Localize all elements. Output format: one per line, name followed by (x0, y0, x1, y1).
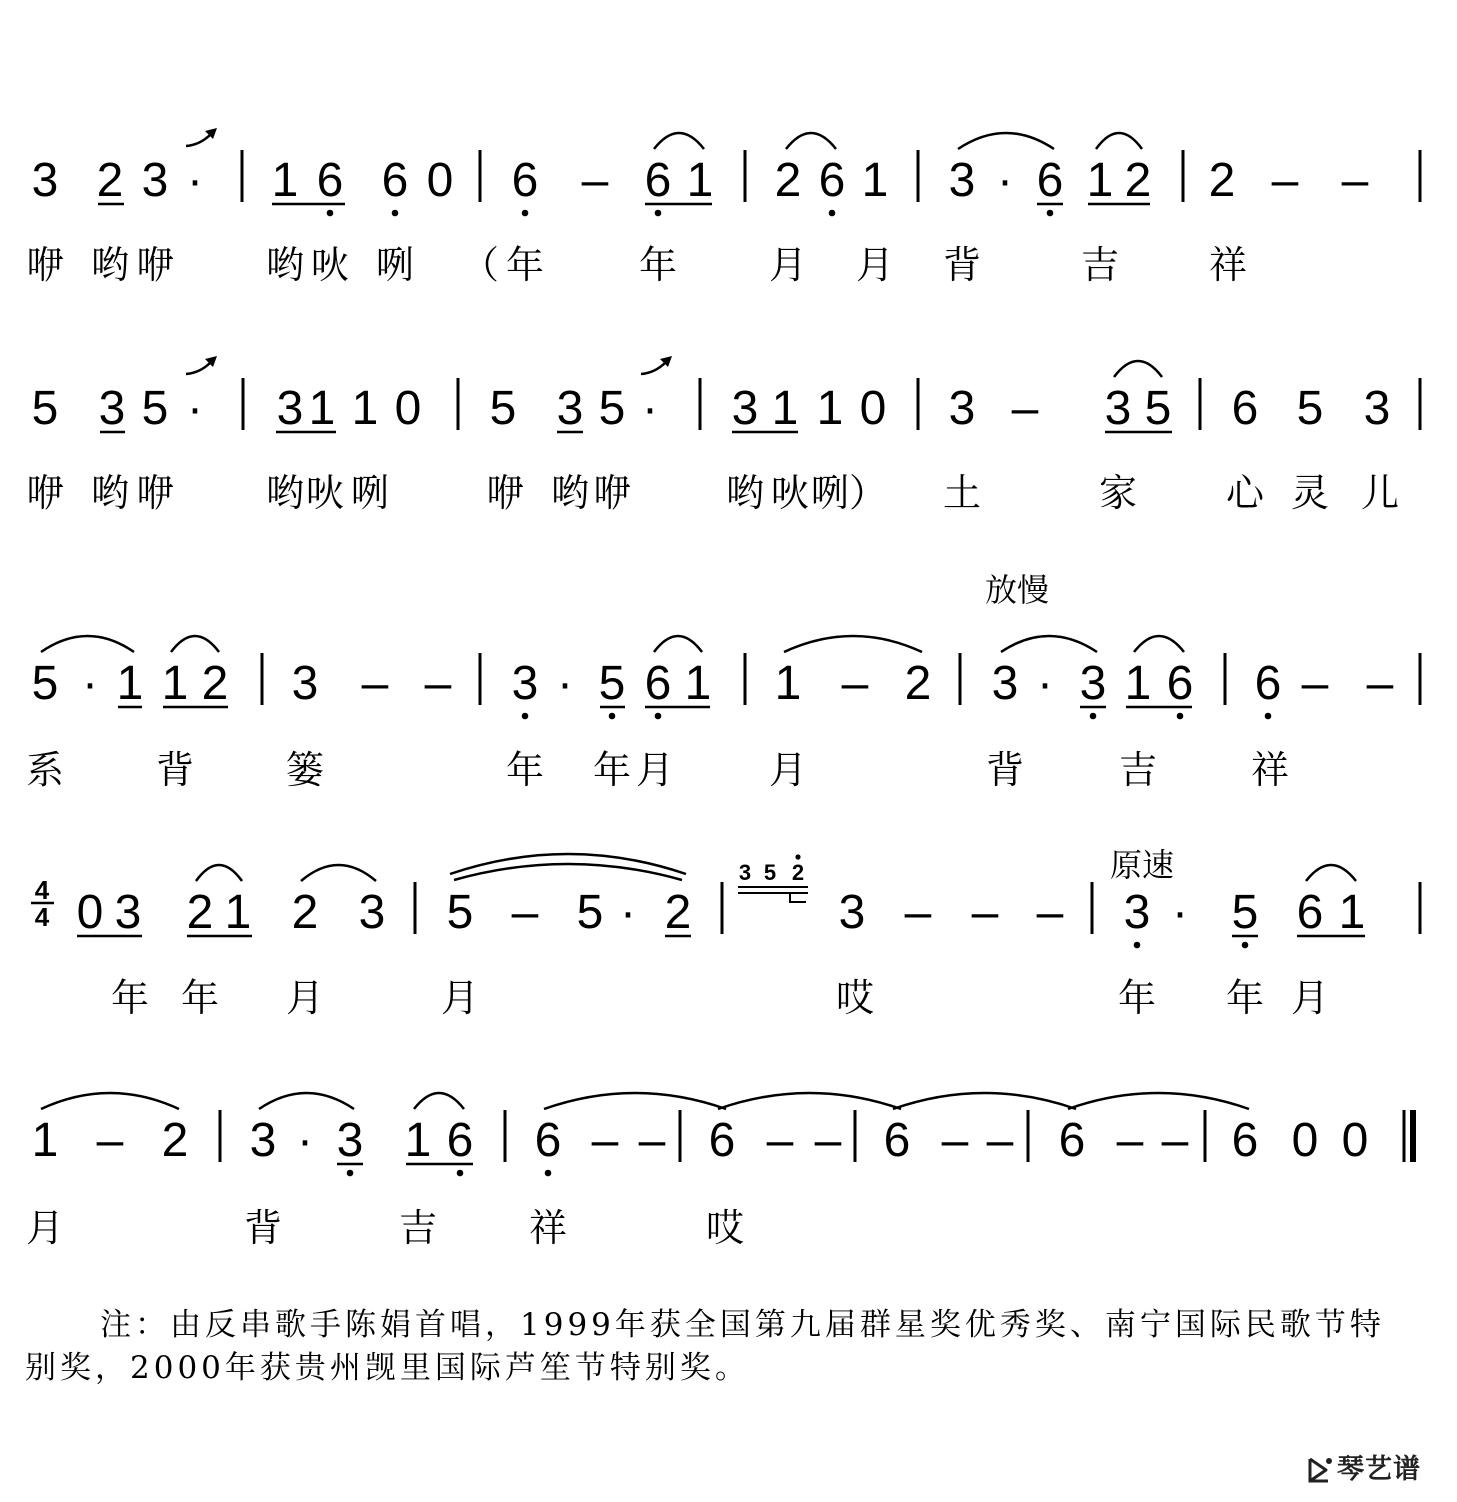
lyric: 咿 (25, 243, 65, 287)
note: 6 (534, 1114, 562, 1167)
slide-arrow (186, 362, 211, 374)
note: 3 (291, 657, 319, 710)
extension-dash: – (1161, 1114, 1189, 1167)
slide-arrow (186, 134, 211, 146)
low-octave-dot (655, 713, 662, 720)
lyric: 咿 (135, 471, 175, 515)
site-logo (1306, 1452, 1421, 1488)
note: 1 (686, 154, 714, 207)
lyric: 月 (285, 976, 325, 1020)
note: 0 (1341, 1114, 1369, 1167)
lyric: 月 (635, 748, 675, 792)
note: 6 (1058, 1114, 1086, 1167)
lyric: ） (848, 471, 888, 515)
lyric: 咿 (25, 471, 65, 515)
note: 0 (394, 382, 422, 435)
low-octave-dot (1090, 713, 1097, 720)
lyric: 哎 (705, 1206, 745, 1250)
note: 6 (708, 1114, 736, 1167)
note: 3 (336, 1114, 364, 1167)
note: 1 (816, 382, 844, 435)
slur (1134, 636, 1184, 652)
note: 2 (1208, 154, 1236, 207)
note: 6 (1166, 657, 1194, 710)
low-octave-dot (327, 210, 334, 217)
augmentation-dot: · (557, 657, 573, 710)
note: 6 (644, 657, 672, 710)
note: 6 (1296, 886, 1324, 939)
lyric: 儿 (1360, 471, 1400, 515)
note: 1 (308, 382, 336, 435)
slur (958, 133, 1054, 149)
note: 1 (351, 382, 379, 435)
extension-dash: – (986, 1114, 1014, 1167)
note: 6 (1254, 657, 1282, 710)
lyric: 吉 (1080, 243, 1120, 287)
augmentation-dot: · (620, 886, 636, 939)
extension-dash: – (1301, 657, 1329, 710)
low-octave-dot (1047, 210, 1054, 217)
lyric: 哟 (725, 471, 765, 515)
note: 3 (1079, 657, 1107, 710)
note: 0 (426, 154, 454, 207)
note: 1 (1338, 886, 1366, 939)
note: 3 (31, 154, 59, 207)
slur (171, 636, 219, 652)
lyric: 月 (768, 748, 808, 792)
note: 1 (771, 382, 799, 435)
slur (1068, 1093, 1249, 1109)
slur (718, 1093, 901, 1109)
lyric: 吙 (770, 471, 810, 515)
note: 1 (161, 657, 189, 710)
lyric: 月 (440, 976, 480, 1020)
note: 5 (1144, 382, 1172, 435)
lyric: 咧 (375, 243, 415, 287)
extension-dash: – (581, 154, 609, 207)
lyric: 祥 (1208, 243, 1248, 287)
slur (654, 133, 704, 149)
extension-dash: – (96, 1114, 124, 1167)
note: 1 (271, 154, 299, 207)
slur (41, 1093, 179, 1109)
note: 1 (31, 1114, 59, 1167)
extension-dash: – (1116, 1114, 1144, 1167)
grace-note: 3 (738, 860, 752, 885)
slur (301, 865, 376, 881)
lyric: 祥 (1250, 748, 1290, 792)
slur (786, 133, 836, 149)
low-octave-dot (1134, 942, 1141, 949)
note: 6 (644, 154, 672, 207)
lyric: 年 (1225, 976, 1265, 1020)
lyric: 背 (942, 243, 982, 287)
slur (1306, 865, 1356, 881)
extension-dash: – (1341, 154, 1369, 207)
lyric: 月 (855, 243, 895, 287)
slur (41, 636, 134, 652)
low-octave-dot (1177, 713, 1184, 720)
note: 5 (1231, 886, 1259, 939)
note: 5 (598, 657, 626, 710)
slur (784, 636, 922, 652)
note: 2 (161, 1114, 189, 1167)
extension-dash: – (971, 886, 999, 939)
note: 3 (358, 886, 386, 939)
lyric: （ (460, 243, 500, 287)
slur (414, 1093, 464, 1109)
extension-dash: – (591, 1114, 619, 1167)
lyric: 咿 (135, 243, 175, 287)
slur (654, 636, 702, 652)
extension-dash: – (424, 657, 452, 710)
note: 6 (883, 1114, 911, 1167)
extension-dash: – (904, 886, 932, 939)
lyric: 家 (1098, 471, 1138, 515)
lyric: 吉 (1118, 748, 1158, 792)
note: 6 (818, 154, 846, 207)
note: 6 (1036, 154, 1064, 207)
lyric: 咿 (592, 471, 632, 515)
double-slur-inner (454, 864, 682, 880)
note: 1 (861, 154, 889, 207)
low-octave-dot (609, 713, 616, 720)
note: 2 (904, 657, 932, 710)
slur (196, 865, 242, 881)
note: 3 (1363, 382, 1391, 435)
lyric: 祥 (528, 1206, 568, 1250)
lyric: 年 (505, 748, 545, 792)
note: 6 (381, 154, 409, 207)
note: 2 (774, 154, 802, 207)
lyric: 吙 (305, 471, 345, 515)
note: 2 (186, 886, 214, 939)
augmentation-dot: · (1172, 886, 1188, 939)
note: 1 (404, 1114, 432, 1167)
note: 1 (116, 657, 144, 710)
low-octave-dot (457, 1170, 464, 1177)
extension-dash: – (361, 657, 389, 710)
note: 3 (276, 382, 304, 435)
note: 3 (731, 382, 759, 435)
lyric: 土 (942, 471, 982, 515)
low-octave-dot (522, 210, 529, 217)
lyric: 灵 (1290, 471, 1330, 515)
lyric: 背 (243, 1206, 283, 1250)
note: 0 (76, 886, 104, 939)
extension-dash: – (814, 1114, 842, 1167)
augmentation-dot: · (1037, 657, 1053, 710)
lyric: 系 (25, 748, 65, 792)
lyric: 吙 (310, 243, 350, 287)
slide-arrow (641, 362, 666, 374)
augmentation-dot: · (642, 382, 658, 435)
note: 2 (201, 657, 229, 710)
note: 6 (511, 154, 539, 207)
note: 3 (511, 657, 539, 710)
lyric: 咧 (350, 471, 390, 515)
note: 5 (576, 886, 604, 939)
note: 3 (838, 886, 866, 939)
augmentation-dot: · (82, 657, 98, 710)
tempo-marking-slow-down: 放慢 (985, 571, 1050, 609)
music-note-icon (1306, 1453, 1334, 1487)
lyric: 背 (155, 748, 195, 792)
time-signature-top: 4 (34, 875, 50, 905)
slur (1114, 361, 1162, 377)
lyric: 哎 (835, 976, 875, 1020)
extension-dash: – (1036, 886, 1064, 939)
low-octave-dot (655, 210, 662, 217)
slur (544, 1093, 726, 1109)
note: 6 (316, 154, 344, 207)
note: 2 (96, 154, 124, 207)
lyric: 年 (592, 748, 632, 792)
note: 5 (598, 382, 626, 435)
slur (259, 1093, 354, 1109)
note: 5 (1296, 382, 1324, 435)
lyric: 篓 (285, 748, 325, 792)
slur (1001, 636, 1097, 652)
grace-note: 2 (791, 860, 805, 885)
augmentation-dot: · (997, 154, 1013, 207)
lyric: 月 (25, 1206, 65, 1250)
extension-dash: – (511, 886, 539, 939)
extension-dash: – (766, 1114, 794, 1167)
high-octave-dot (795, 854, 800, 859)
lyric: 年 (1117, 976, 1157, 1020)
note: 6 (446, 1114, 474, 1167)
lyric: 哟 (90, 471, 130, 515)
note: 5 (141, 382, 169, 435)
lyric: 年 (110, 976, 150, 1020)
low-octave-dot (347, 1170, 354, 1177)
note: 2 (664, 886, 692, 939)
footnote-line-2: 别奖，2000年获贵州觊里国际芦笙节特别奖。 (25, 1350, 750, 1386)
low-octave-dot (1242, 942, 1249, 949)
extension-dash: – (1011, 382, 1039, 435)
extension-dash: – (1366, 657, 1394, 710)
tempo-marking-original-tempo: 原速 (1110, 846, 1175, 884)
lyric: 背 (985, 748, 1025, 792)
note: 3 (556, 382, 584, 435)
note: 1 (1086, 154, 1114, 207)
lyric: 心 (1225, 471, 1265, 515)
note: 3 (114, 886, 142, 939)
lyric: 年 (638, 243, 678, 287)
augmentation-dot: · (187, 154, 203, 207)
low-octave-dot (545, 1170, 552, 1177)
lyric: 年 (180, 976, 220, 1020)
note: 3 (98, 382, 126, 435)
augmentation-dot: · (297, 1114, 313, 1167)
low-octave-dot (392, 210, 399, 217)
note: 3 (948, 382, 976, 435)
note: 1 (774, 657, 802, 710)
lyric: 咧 (810, 471, 850, 515)
lyric: 吉 (398, 1206, 438, 1250)
augmentation-dot: · (187, 382, 203, 435)
slur (1096, 133, 1142, 149)
lyric: 哟 (90, 243, 130, 287)
note: 3 (1123, 886, 1151, 939)
slur (893, 1093, 1076, 1109)
note: 3 (1104, 382, 1132, 435)
grace-note: 5 (763, 860, 777, 885)
note: 0 (1291, 1114, 1319, 1167)
note: 3 (948, 154, 976, 207)
note: 6 (1231, 1114, 1259, 1167)
footnote-line-1: 注：由反串歌手陈娟首唱，1999年获全国第九届群星奖优秀奖、南宁国际民歌节特 (100, 1307, 1385, 1343)
low-octave-dot (522, 713, 529, 720)
extension-dash: – (941, 1114, 969, 1167)
lyric: 哟 (550, 471, 590, 515)
note: 1 (684, 657, 712, 710)
note: 5 (31, 382, 59, 435)
note: 0 (859, 382, 887, 435)
lyric: 咿 (485, 471, 525, 515)
extension-dash: – (1271, 154, 1299, 207)
grace-hook (790, 893, 806, 902)
lyric: 月 (768, 243, 808, 287)
extension-dash: – (841, 657, 869, 710)
note: 1 (1124, 657, 1152, 710)
logo-text: 琴艺谱 (1337, 1454, 1421, 1485)
low-octave-dot (829, 210, 836, 217)
lyric: 月 (1290, 976, 1330, 1020)
note: 5 (446, 886, 474, 939)
low-octave-dot (1265, 713, 1272, 720)
lyric: 年 (505, 243, 545, 287)
note: 5 (31, 657, 59, 710)
lyric: 哟 (265, 243, 305, 287)
note: 3 (249, 1114, 277, 1167)
note: 3 (991, 657, 1019, 710)
extension-dash: – (638, 1114, 666, 1167)
note: 2 (291, 886, 319, 939)
note: 2 (1124, 154, 1152, 207)
note: 3 (141, 154, 169, 207)
note: 6 (1231, 382, 1259, 435)
note: 1 (224, 886, 252, 939)
note: 5 (489, 382, 517, 435)
lyric: 哟 (265, 471, 305, 515)
time-signature-bottom: 4 (34, 902, 50, 932)
